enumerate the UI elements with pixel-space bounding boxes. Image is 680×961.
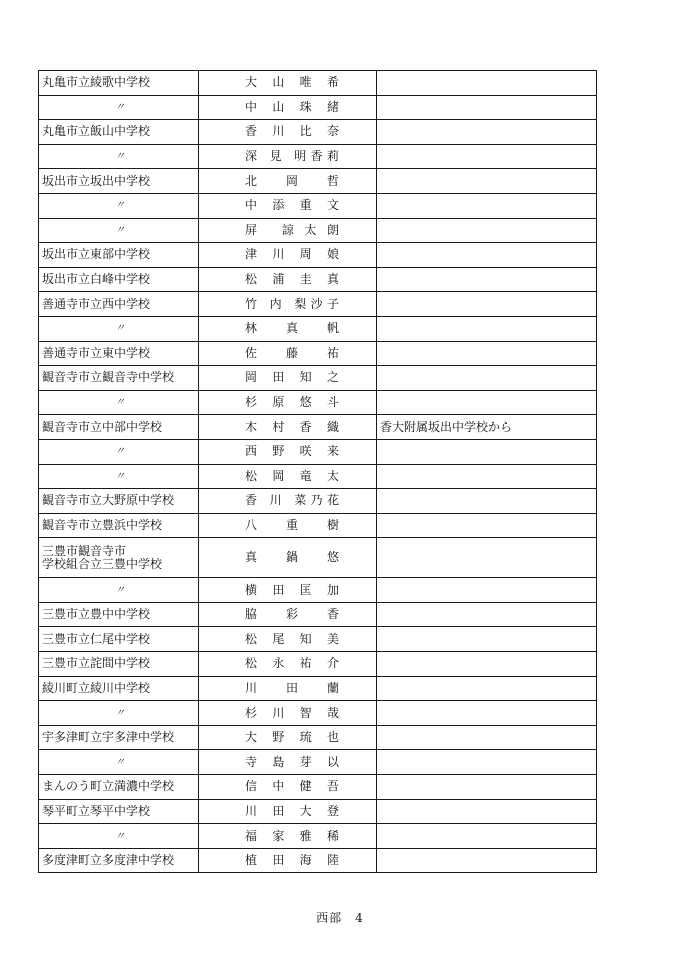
student-name: 松 岡 竜 太 [245, 468, 339, 483]
student-name: 福 家 雅 稀 [245, 828, 339, 843]
note-cell [377, 578, 597, 603]
name-cell [199, 415, 377, 440]
student-name: 植 田 海 陸 [245, 853, 339, 868]
table-row [39, 513, 597, 538]
note-cell [377, 513, 597, 538]
student-name: 脇 彩 香 [245, 607, 339, 622]
school-cell: 〃 [39, 824, 199, 849]
school-cell: 〃 [39, 218, 199, 243]
student-name: 松 浦 圭 真 [245, 272, 339, 287]
table-row [39, 243, 597, 268]
name-cell [199, 676, 377, 701]
school-cell: 〃 [39, 750, 199, 775]
name-cell [199, 701, 377, 726]
student-name: 大 野 琉 也 [245, 730, 339, 745]
table-row [39, 267, 597, 292]
note-cell [377, 676, 597, 701]
student-name: 八 重 樹 [245, 517, 339, 532]
student-name: 寺 島 芽 以 [245, 754, 339, 769]
school-cell: 坂出市立坂出中学校 [39, 169, 199, 194]
table-row [39, 725, 597, 750]
name-cell [199, 267, 377, 292]
table-row [39, 316, 597, 341]
school-cell: 〃 [39, 701, 199, 726]
name-cell [199, 439, 377, 464]
name-cell [199, 464, 377, 489]
student-name: 竹 内 梨沙子 [245, 296, 339, 311]
name-cell [199, 848, 377, 873]
student-name: 松 尾 知 美 [245, 631, 339, 646]
note-cell [377, 95, 597, 120]
note-cell [377, 71, 597, 96]
school-cell: 善通寺市立東中学校 [39, 341, 199, 366]
note-cell [377, 439, 597, 464]
table-row [39, 775, 597, 800]
student-name: 松 永 祐 介 [245, 656, 339, 671]
school-cell: 琴平町立琴平中学校 [39, 799, 199, 824]
name-cell [199, 243, 377, 268]
name-cell [199, 341, 377, 366]
note-cell [377, 193, 597, 218]
school-cell: 〃 [39, 578, 199, 603]
school-cell: 宇多津町立宇多津中学校 [39, 725, 199, 750]
note-cell [377, 390, 597, 415]
table-row [39, 120, 597, 145]
school-cell: 〃 [39, 316, 199, 341]
note-cell: 香大附属坂出中学校から [377, 415, 597, 440]
school-cell: 三豊市立仁尾中学校 [39, 627, 199, 652]
name-cell [199, 799, 377, 824]
note-cell [377, 267, 597, 292]
school-cell: 〃 [39, 390, 199, 415]
student-name: 木 村 香 織 [245, 419, 339, 434]
page-footer: 西部 4 [316, 911, 364, 925]
name-cell [199, 652, 377, 677]
table-row [39, 578, 597, 603]
note-cell [377, 464, 597, 489]
note-cell [377, 144, 597, 169]
table-row [39, 218, 597, 243]
note-cell [377, 169, 597, 194]
note-cell [377, 750, 597, 775]
table-row [39, 95, 597, 120]
table-row [39, 652, 597, 677]
table-row [39, 390, 597, 415]
table-row [39, 848, 597, 873]
table-row [39, 538, 597, 578]
school-cell: 丸亀市立飯山中学校 [39, 120, 199, 145]
student-name: 横 田 匡 加 [245, 582, 339, 597]
student-name: 佐 藤 祐 [245, 345, 339, 360]
note-cell [377, 489, 597, 514]
name-cell [199, 316, 377, 341]
table-row [39, 799, 597, 824]
roster-body [39, 71, 597, 873]
name-cell [199, 627, 377, 652]
student-name: 屏 諒太朗 [245, 222, 339, 237]
student-name: 川 田 大 登 [245, 803, 339, 818]
table-row [39, 144, 597, 169]
note-cell [377, 775, 597, 800]
student-name: 杉 川 智 哉 [245, 705, 339, 720]
note-cell [377, 652, 597, 677]
student-name: 香 川 菜乃花 [245, 493, 339, 508]
table-row [39, 824, 597, 849]
table-row [39, 676, 597, 701]
name-cell [199, 120, 377, 145]
note-cell [377, 848, 597, 873]
table-row [39, 193, 597, 218]
school-cell: 観音寺市立中部中学校 [39, 415, 199, 440]
table-row [39, 489, 597, 514]
name-cell [199, 578, 377, 603]
note-cell [377, 799, 597, 824]
school-cell: 善通寺市立西中学校 [39, 292, 199, 317]
note-cell [377, 366, 597, 391]
note-cell [377, 316, 597, 341]
school-cell: 〃 [39, 144, 199, 169]
table-row [39, 627, 597, 652]
note-cell [377, 218, 597, 243]
note-cell [377, 341, 597, 366]
table-row [39, 366, 597, 391]
note-cell [377, 602, 597, 627]
name-cell [199, 169, 377, 194]
name-cell [199, 218, 377, 243]
table-row [39, 292, 597, 317]
school-cell: 坂出市立白峰中学校 [39, 267, 199, 292]
table-row [39, 602, 597, 627]
school-cell: 観音寺市立大野原中学校 [39, 489, 199, 514]
school-cell: 〃 [39, 464, 199, 489]
roster-table [38, 70, 597, 873]
school-cell: 丸亀市立綾歌中学校 [39, 71, 199, 96]
school-cell: 観音寺市立観音寺中学校 [39, 366, 199, 391]
note-cell [377, 725, 597, 750]
name-cell [199, 144, 377, 169]
table-row [39, 439, 597, 464]
note-cell [377, 538, 597, 578]
school-cell: 観音寺市立豊浜中学校 [39, 513, 199, 538]
student-name: 杉 原 悠 斗 [245, 395, 339, 410]
student-name: 西 野 咲 来 [245, 444, 339, 459]
student-name: 香 川 比 奈 [245, 124, 339, 139]
table-row [39, 464, 597, 489]
name-cell [199, 775, 377, 800]
school-cell: 坂出市立東部中学校 [39, 243, 199, 268]
name-cell [199, 292, 377, 317]
student-name: 信 中 健 吾 [245, 779, 339, 794]
student-name: 深 見 明香莉 [245, 149, 339, 164]
table-row [39, 701, 597, 726]
school-cell: 〃 [39, 439, 199, 464]
note-cell [377, 292, 597, 317]
name-cell [199, 602, 377, 627]
student-name: 津 川 周 娘 [245, 247, 339, 262]
table-row [39, 341, 597, 366]
student-name: 岡 田 知 之 [245, 370, 339, 385]
table-row [39, 169, 597, 194]
student-name: 林 真 帆 [245, 321, 339, 336]
school-cell: まんのう町立満濃中学校 [39, 775, 199, 800]
table-row [39, 415, 597, 440]
student-name: 中 山 珠 緒 [245, 99, 339, 114]
school-cell: 三豊市立詫間中学校 [39, 652, 199, 677]
school-cell: 〃 [39, 95, 199, 120]
name-cell [199, 71, 377, 96]
name-cell [199, 513, 377, 538]
table-row [39, 71, 597, 96]
note-cell [377, 701, 597, 726]
name-cell [199, 725, 377, 750]
student-name: 大 山 唯 希 [245, 75, 339, 90]
school-cell: 〃 [39, 193, 199, 218]
note-cell [377, 243, 597, 268]
student-name: 中 添 重 文 [245, 198, 339, 213]
name-cell [199, 750, 377, 775]
name-cell [199, 193, 377, 218]
student-name: 川 田 蘭 [245, 680, 339, 695]
note-cell [377, 120, 597, 145]
name-cell [199, 390, 377, 415]
note-cell [377, 824, 597, 849]
name-cell [199, 489, 377, 514]
school-cell: 三豊市観音寺市 学校組合立三豊中学校 [39, 538, 199, 578]
name-cell [199, 95, 377, 120]
student-name: 北 岡 哲 [245, 173, 339, 188]
school-cell: 三豊市立豊中中学校 [39, 602, 199, 627]
name-cell [199, 538, 377, 578]
name-cell [199, 824, 377, 849]
school-cell: 綾川町立綾川中学校 [39, 676, 199, 701]
student-name: 真 鍋 悠 [245, 550, 339, 565]
note-cell [377, 627, 597, 652]
table-row [39, 750, 597, 775]
name-cell [199, 366, 377, 391]
school-cell: 多度津町立多度津中学校 [39, 848, 199, 873]
roster-sheet [38, 70, 596, 873]
